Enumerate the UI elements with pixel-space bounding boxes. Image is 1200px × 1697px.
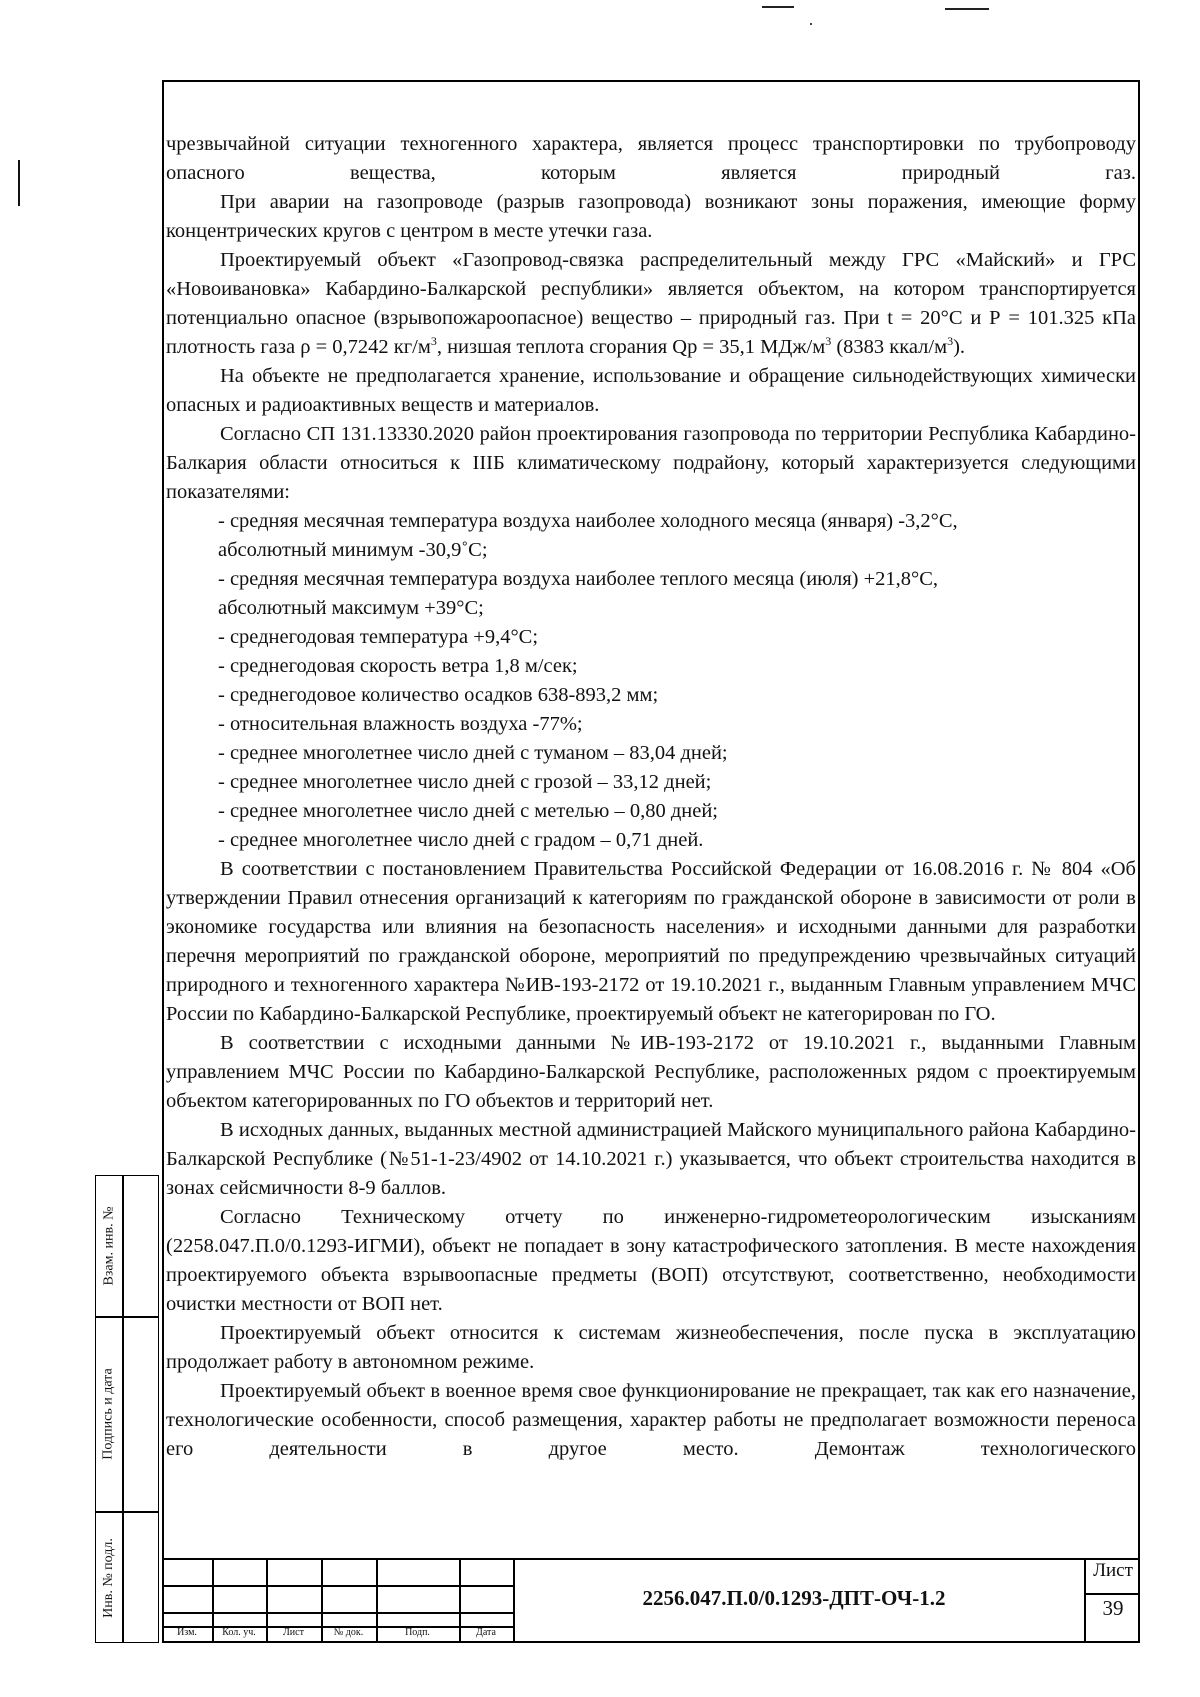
title-block-caption: Лист <box>283 1627 304 1638</box>
divider <box>162 1558 1140 1560</box>
paragraph: Согласно Техническому отчету по инженерно-гидрометеорологическим изысканиям (2258.047.П.0/0.1293-ИГМИ), объект не попадает в зону катастрофического затопления. В месте нахождения проектируемого объекта взрывоопасные предметы (ВОП) отсутствуют, соответственно, необходимости очистки местности от ВОП нет. <box>166 1206 1136 1315</box>
list-item: - среднее многолетнее число дней с грозой – 33,12 дней; <box>218 771 712 793</box>
list-item: - среднее многолетнее число дней с градом – 0,71 дней. <box>218 829 704 851</box>
divider <box>1084 1593 1140 1595</box>
document-code: 2256.047.П.0/0.1293-ДПТ-ОЧ-1.2 <box>642 1586 946 1610</box>
title-block <box>162 1558 1140 1643</box>
scan-mark <box>762 6 794 8</box>
scan-mark <box>18 160 20 206</box>
divider <box>122 1176 124 1642</box>
list-item: - средняя месячная температура воздуха наиболее теплого месяца (июля) +21,8°С, абсолютный максимум +39°С; <box>218 568 939 619</box>
paragraph: В соответствии с постановлением Правительства Российской Федерации от 16.08.2016 г. № 804 «Об утверждении Правил отнесения организаций к категориям по гражданской обороне в зависимости от роли в экономике государства или влияния на безопасность населения» и исходными данными для разработки перечня мероприятий по гражданской обороне, мероприятий по предупреждению чрезвычайных ситуаций природного и техногенного характера №ИВ-193-2172 от 19.10.2021 г., выданным Главным управлением МЧС России по Кабардино-Балкарской Республике, проектируемый объект не категорирован по ГО. <box>166 858 1136 1025</box>
list-item: - средняя месячная температура воздуха наиболее холодного месяца (января) -3,2°С, абсолютный минимум -30,9˚С; <box>218 510 958 561</box>
list-item: - среднегодовое количество осадков 638-893,2 мм; <box>218 684 659 706</box>
list-item: - среднегодовая температура +9,4°С; <box>218 626 539 648</box>
title-block-caption: Подп. <box>405 1627 430 1638</box>
paragraph: Проектируемый объект в военное время свое функционирование не прекращает, так как его назначение, технологические особенности, способ размещения, характер работы не предполагает возможности переноса его деятельности в другое место. Демонтаж технологического <box>166 1380 1136 1460</box>
title-block-caption: Дата <box>476 1627 496 1638</box>
document-body <box>166 130 1136 1464</box>
sheet-number: 39 <box>1102 1596 1124 1620</box>
scan-dot <box>810 23 812 25</box>
title-block-caption: Изм. <box>177 1627 197 1638</box>
stamp-label-signature-date: Подпись и дата <box>101 1367 117 1460</box>
stamp-label-original-inv: Инв. № подл. <box>101 1537 116 1618</box>
stamp-label-replacement-inv: Взам. инв. № <box>101 1206 116 1286</box>
sheet-label: Лист <box>1093 1560 1133 1581</box>
scan-mark <box>945 8 989 10</box>
list-item: - среднее многолетнее число дней с туманом – 83,04 дней; <box>218 742 728 764</box>
paragraph: В исходных данных, выданных местной администрацией Майского муниципального района Кабардино-Балкарской Республике (№51-1-23/4902 от 14.10.2021 г.) указывается, что объект строительства находится в зонах сейсмичности 8-9 баллов. <box>166 1119 1136 1199</box>
list-item: - среднее многолетнее число дней с метелью – 0,80 дней; <box>218 800 718 822</box>
title-block-caption: Кол. уч. <box>222 1627 256 1638</box>
list-item: - среднегодовая скорость ветра 1,8 м/сек; <box>218 655 578 677</box>
side-stamp <box>95 1175 159 1643</box>
list-item: - относительная влажность воздуха -77%; <box>218 713 583 735</box>
paragraph: Согласно СП 131.13330.2020 район проектирования газопровода по территории Республика Кабардино-Балкария области относиться к IIIБ климатическому подрайону, который характеризуется следующими показателями: <box>166 423 1136 503</box>
title-block-caption: № док. <box>333 1627 364 1638</box>
paragraph: В соответствии с исходными данными №ИВ-193-2172 от 19.10.2021 г., выданными Главным управлением МЧС России по Кабардино-Балкарской Республике, расположенных рядом с проектируемым объектом категорированных по ГО объектов и территорий нет. <box>166 1032 1136 1112</box>
paragraph: При аварии на газопроводе (разрыв газопровода) возникают зоны поражения, имеющие форму концентрических кругов с центром в месте утечки газа. <box>166 191 1136 242</box>
paragraph: Проектируемый объект относится к системам жизнеобеспечения, после пуска в эксплуатацию продолжает работу в автономном режиме. <box>166 1322 1136 1373</box>
paragraph: Проектируемый объект «Газопровод-связка распределительный между ГРС «Майский» и ГРС «Новоивановка» Кабардино-Балкарской республики» является объектом, на котором транспортируется потенциально опасное (взрывопожароопасное) вещество – природный газ. При t = 20°С и Р = 101.325 кПа плотность газа ρ = 0,7242 $кг/м^3$, низшая теплота сгорания Qр = 35,1 МДж/$м^3$ (8383 ккал/$м^3$). <box>166 249 1136 358</box>
paragraph: чрезвычайной ситуации техногенного характера, является процесс транспортировки по трубопроводу опасного вещества, которым является природный газ. <box>166 133 1136 184</box>
paragraph: На объекте не предполагается хранение, использование и обращение сильнодействующих химически опасных и радиоактивных веществ и материалов. <box>166 365 1136 416</box>
